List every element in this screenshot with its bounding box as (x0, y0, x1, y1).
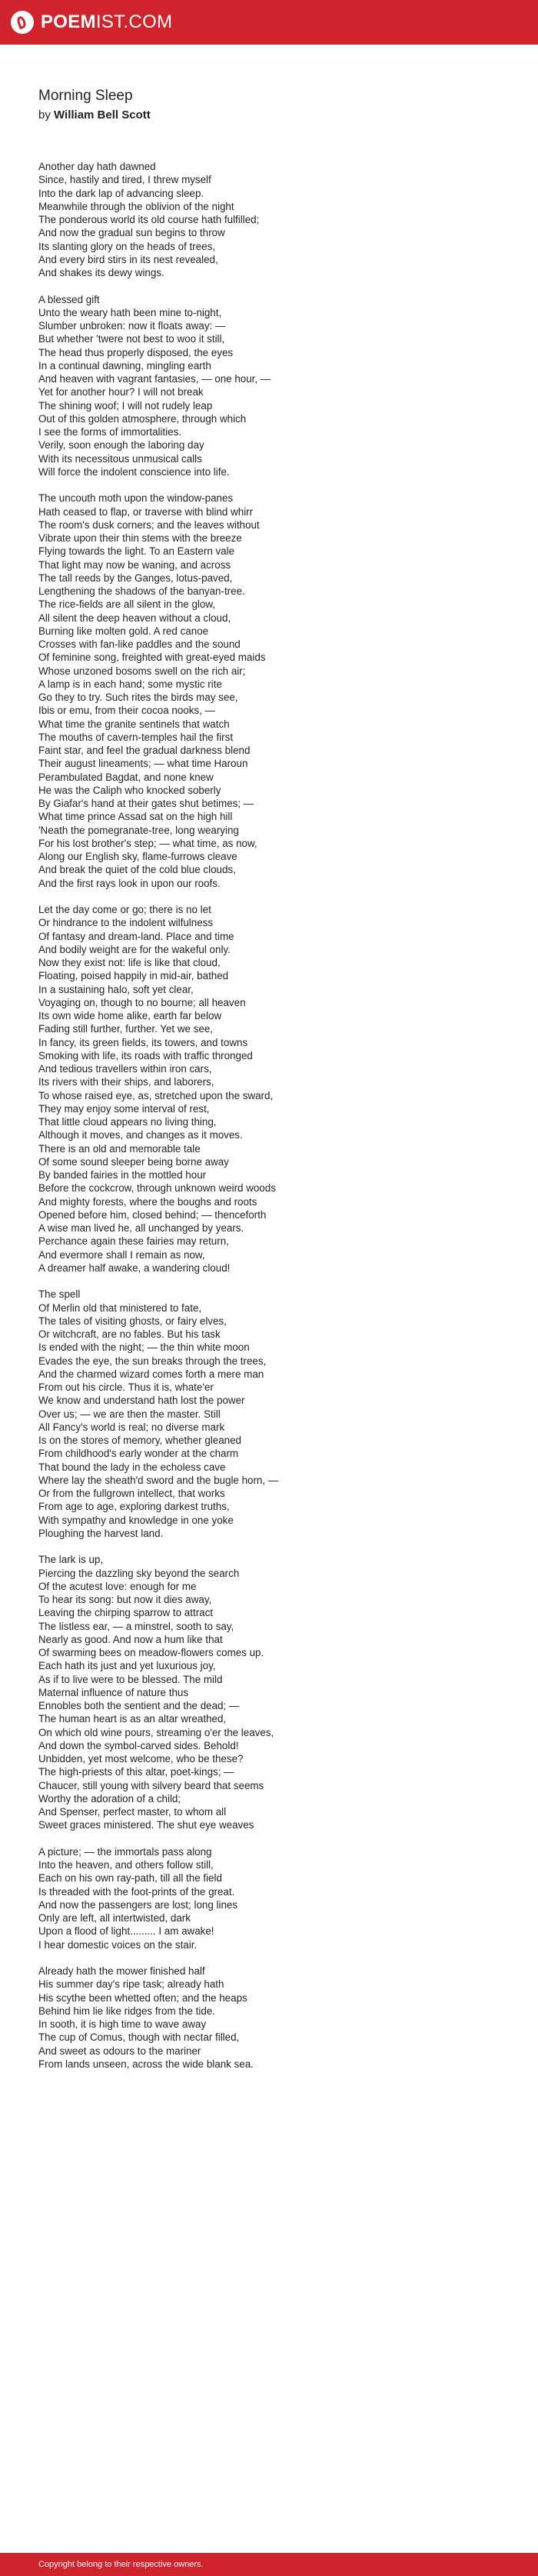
poem-line: Since, hastily and tired, I threw myself (38, 174, 211, 186)
poem-line: And bodily weight are for the wakeful only. (38, 943, 231, 955)
poem-line: In a sustaining halo, soft yet clear, (38, 983, 194, 995)
poem-line: Or hindrance to the indolent wilfulness (38, 917, 214, 929)
top-bar (0, 0, 538, 45)
poem-line: On which old wine pours, streaming o'er the leaves, (38, 1726, 274, 1738)
poem-line: Hath ceased to flap, or traverse with blind whirr (38, 505, 254, 518)
poem-container (38, 86, 500, 2084)
poem-line: And Spenser, perfect master, to whom all (38, 1806, 227, 1818)
poem-line: And shakes its dewy wings. (38, 267, 164, 278)
poem-line: The room's dusk corners; and the leaves without (38, 518, 260, 531)
poem-line: With its necessitous unmusical calls (38, 452, 202, 465)
poem-line: In fancy, its green fields, its towers, and towns (38, 1036, 248, 1048)
poem-line: Flying towards the light. To an Eastern vale (38, 545, 235, 558)
poem-line: And now the gradual sun begins to throw (38, 227, 225, 239)
poem-line: The high-priests of this altar, poet-kings; — (38, 1766, 234, 1778)
poem-line: Of the acutest love: enough for me (38, 1580, 197, 1592)
poem-line: Let the day come or go; there is no let (38, 904, 211, 915)
poem-line: Already hath the mower finished half (38, 1965, 205, 1977)
poem-line: Sweet graces ministered. The shut eye weaves (38, 1819, 254, 1831)
poem-line: Is on the stores of memory, whether gleaned (38, 1435, 241, 1446)
footer (0, 2553, 538, 2576)
poem-line: Go they to try. Such rites the birds may see, (38, 691, 238, 703)
poem-line: Opened before him, closed behind; — thenceforth (38, 1208, 267, 1221)
poem-line: Slumber unbroken: now it floats away: — (38, 320, 226, 332)
poem-line: The human heart is as an altar wreathed, (38, 1713, 227, 1725)
poem-line: And the charmed wizard comes forth a mere man (38, 1368, 264, 1380)
poem-line: And down the symbol-carved sides. Behold! (38, 1739, 239, 1751)
poem-line: We know and understand hath lost the power (38, 1395, 245, 1407)
poem-line: From age to age, exploring darkest truths, (38, 1501, 230, 1513)
poem-line: Faint star, and feel the gradual darkness blend (38, 745, 251, 756)
poem-line: Of swarming bees on meadow-flowers comes up. (38, 1647, 264, 1658)
poem-line: Its own wide home alike, earth far below (38, 1010, 222, 1021)
poem-line: And break the quiet of the cold blue clouds, (38, 864, 236, 876)
poem-line: Piercing the dazzling sky beyond the search (38, 1567, 240, 1579)
poem-line: Leaving the chirping sparrow to attract (38, 1607, 214, 1619)
poem-line: Of Merlin old that ministered to fate, (38, 1301, 202, 1314)
poem-line: Unto the weary hath been mine to-night, (38, 306, 222, 318)
logo-text-light: IST.COM (95, 12, 173, 32)
poem-line: A wise man lived he, all unchanged by years. (38, 1222, 244, 1234)
poem-line: They may enjoy some interval of rest, (38, 1102, 210, 1115)
poem-line: All Fancy's world is real; no diverse mark (38, 1421, 225, 1433)
poem-line: And evermore shall I remain as now, (38, 1248, 205, 1261)
poem-line: He was the Caliph who knocked soberly (38, 784, 221, 796)
poem-line: That little cloud appears no living thing, (38, 1116, 217, 1128)
poem-line: Smoking with life, its roads with traffic thronged (38, 1049, 253, 1061)
poem-line: The ponderous world its old course hath fulfilled; (38, 214, 260, 225)
by-label: by (38, 108, 51, 122)
poem-line: From childhood's early wonder at the charm (38, 1448, 239, 1460)
poem-line: The mouths of cavern-temples hail the first (38, 731, 234, 743)
poem-title: Morning Sleep (38, 88, 133, 104)
poem-line: Voyaging on, though to no bourne; all heaven (38, 996, 246, 1008)
poem-line: Their august lineaments; — what time Haroun (38, 758, 248, 770)
logo-text-strong: POEM (41, 12, 96, 32)
stanza (38, 903, 500, 1275)
poem-line: Each hath its just and yet luxurious joy, (38, 1660, 216, 1672)
poem-line: As if to live were to be blessed. The mild (38, 1673, 223, 1685)
poem-line: Into the heaven, and others follow still, (38, 1859, 214, 1871)
poem-line: And now the passengers are lost; long lines (38, 1898, 238, 1911)
poem-line: His summer day's ripe task; already hath (38, 1978, 224, 1991)
poem-line: The spell (38, 1288, 81, 1301)
poem-line: But whether 'twere not best to woo it still, (38, 333, 225, 345)
poem-line: There is an old and memorable tale (38, 1142, 201, 1155)
poem-line: And mighty forests, where the boughs and roots (38, 1195, 257, 1208)
poem-line: A dreamer half awake, a wandering cloud! (38, 1261, 231, 1274)
poem-line: A picture; — the immortals pass along (38, 1845, 212, 1858)
poem-line: Is threaded with the foot-prints of the great. (38, 1885, 235, 1898)
poem-line: Maternal influence of nature thus (38, 1686, 189, 1698)
poem-line: From lands unseen, across the wide blank sea. (38, 2058, 254, 2070)
stanza (38, 492, 500, 890)
poem-line: Behind him lie like ridges from the tide. (38, 2004, 215, 2017)
poem-line: What time the granite sentinels that watch (38, 718, 230, 730)
poem-line: In a continual dawning, mingling earth (38, 359, 211, 372)
poem-line: Verily, soon enough the laboring day (38, 439, 204, 452)
poem-line: Yet for another hour? I will not break (38, 386, 204, 398)
stanza (38, 1553, 500, 1831)
poem-line: And the first rays look in upon our roofs. (38, 877, 221, 889)
poem-line: Into the dark lap of advancing sleep. (38, 187, 204, 199)
stanza (38, 293, 500, 479)
poem-line: That bound the lady in the echoless cave (38, 1461, 226, 1473)
poem-line: Before the cockcrow, through unknown weird woods (38, 1182, 276, 1195)
poem-line: His scythe been whetted often; and the heaps (38, 1991, 247, 2004)
poem-line: The lark is up, (38, 1554, 104, 1566)
poem-line: From out his circle. Thus it is, whate'er (38, 1381, 214, 1393)
poem-line: The shining woof; I will not rudely leap (38, 399, 213, 412)
poem-line: The cup of Comus, though with nectar filled, (38, 2031, 240, 2044)
poem-line: Although it moves, and changes as it moves. (38, 1129, 243, 1141)
poem-line: The head thus properly disposed, the eyes (38, 346, 234, 358)
poem-line: Of feminine song, freighted with great-eyed maids (38, 651, 266, 664)
poem-line: Vibrate upon their thin stems with the breeze (38, 532, 242, 544)
poem-line: That light may now be waning, and across (38, 558, 231, 571)
poem-line: Each on his own ray-path, till all the field (38, 1872, 222, 1885)
poem-line: Will force the indolent conscience into life. (38, 465, 230, 478)
poem-line: Only are left, all intertwisted, dark (38, 1912, 191, 1924)
poem-line: Over us; — we are then the master. Still (38, 1408, 221, 1420)
poem-line: I see the forms of immortalities. (38, 426, 182, 438)
poem-line: Crosses with fan-like paddles and the sound (38, 638, 241, 650)
poem-line: Where lay the sheath'd sword and the bugle horn, — (38, 1474, 279, 1486)
poem-line: Is ended with the night; — the thin white moon (38, 1341, 250, 1354)
poem-line: Its slanting glory on the heads of trees, (38, 240, 216, 252)
poem-line: For his lost brother's step; — what time, as now, (38, 837, 257, 849)
poem-line: Of some sound sleeper being borne away (38, 1155, 229, 1168)
poem-line: And sweet as odours to the mariner (38, 2044, 201, 2057)
poem-line: Whose unzoned bosoms swell on the rich air; (38, 665, 246, 677)
poem-line: Evades the eye, the sun breaks through the trees, (38, 1355, 267, 1367)
poem-line: To whose raised eye, as, stretched upon the sward, (38, 1089, 274, 1101)
poem-line: Upon a flood of light......... I am awake! (38, 1925, 214, 1938)
poem-line: And every bird stirs in its nest revealed, (38, 253, 218, 265)
poem-line: The tall reeds by the Ganges, lotus-paved, (38, 572, 233, 584)
poem-line: Of fantasy and dream-land. Place and time (38, 930, 234, 942)
poem-line: Now they exist not: life is like that cloud, (38, 957, 221, 968)
poem-line: Its rivers with their ships, and laborers, (38, 1076, 214, 1088)
poem-line: By banded fairies in the mottled hour (38, 1169, 207, 1181)
poem-line: Another day hath dawned (38, 161, 156, 172)
poem-line: Ennobles both the sentient and the dead; — (38, 1700, 240, 1711)
poem-line: Or from the fullgrown intellect, that works (38, 1488, 225, 1499)
poem-line: A lamp is in each hand; some mystic rite (38, 678, 222, 690)
poem-line: Ploughing the harvest land. (38, 1527, 164, 1539)
stanza (38, 1845, 500, 1951)
stanza (38, 160, 500, 279)
poem-line: 'Neath the pomegranate-tree, long wearying (38, 824, 239, 836)
poem-line: I hear domestic voices on the stair. (38, 1938, 198, 1951)
poem-line: Meanwhile through the oblivion of the night (38, 200, 234, 212)
poem-line: Worthy the adoration of a child; (38, 1792, 181, 1805)
poem-line: A blessed gift (38, 293, 100, 305)
byline (38, 108, 500, 123)
poem-line: And tedious travellers within iron cars, (38, 1063, 212, 1075)
poem-line: Fading still further, further. Yet we see, (38, 1023, 214, 1035)
poem-line: With sympathy and knowledge in one yoke (38, 1514, 234, 1526)
poem-line: All silent the deep heaven without a cloud, (38, 612, 231, 624)
stanza (38, 1964, 500, 2071)
poem-line: Floating, poised happily in mid-air, bathed (38, 970, 229, 982)
poem-line: In sooth, it is high time to wave away (38, 2018, 207, 2030)
poem-line: Or witchcraft, are no fables. But his task (38, 1328, 221, 1340)
poem-line: Chaucer, still young with silvery beard that seems (38, 1779, 264, 1791)
logo-pin-icon (11, 11, 34, 34)
poem-line: The uncouth moth upon the window-panes (38, 492, 234, 505)
poem-line: Lengthening the shadows of the banyan-tree. (38, 585, 245, 597)
poem-line: By Giafar's hand at their gates shut betimes; — (38, 798, 254, 809)
poem-line: Ibis or emu, from their cocoa nooks, — (38, 705, 215, 717)
poem-line: Perchance again these fairies may return, (38, 1235, 229, 1248)
poem-line: Unbidden, yet most welcome, who be these? (38, 1753, 244, 1765)
poem-line: The listless ear, — a minstrel, sooth to say, (38, 1620, 234, 1632)
poem-line: Nearly as good. And now a hum like that (38, 1633, 223, 1645)
poem-body (38, 160, 500, 2071)
stanza (38, 1288, 500, 1540)
poem-line: Out of this golden atmosphere, through which (38, 412, 247, 425)
poem-line: And heaven with vagrant fantasies, — one hour, — (38, 373, 271, 385)
poem-line: Perambulated Bagdat, and none knew (38, 771, 214, 783)
logo-text (41, 12, 172, 33)
poem-line: The rice-fields are all silent in the glow, (38, 598, 215, 611)
site-logo[interactable] (11, 11, 172, 34)
poem-line: Along our English sky, flame-furrows cleave (38, 851, 237, 862)
poem-line: Burning like molten gold. A red canoe (38, 625, 209, 637)
poem-line: To hear its song: but now it dies away, (38, 1594, 212, 1605)
author-link[interactable]: William Bell Scott (54, 108, 151, 122)
poem-line: What time prince Assad sat on the high hill (38, 811, 233, 823)
copyright-text: Copyright belong to their respective owners. (38, 2560, 204, 2569)
poem-line: The tales of visiting ghosts, or fairy elves, (38, 1315, 227, 1327)
